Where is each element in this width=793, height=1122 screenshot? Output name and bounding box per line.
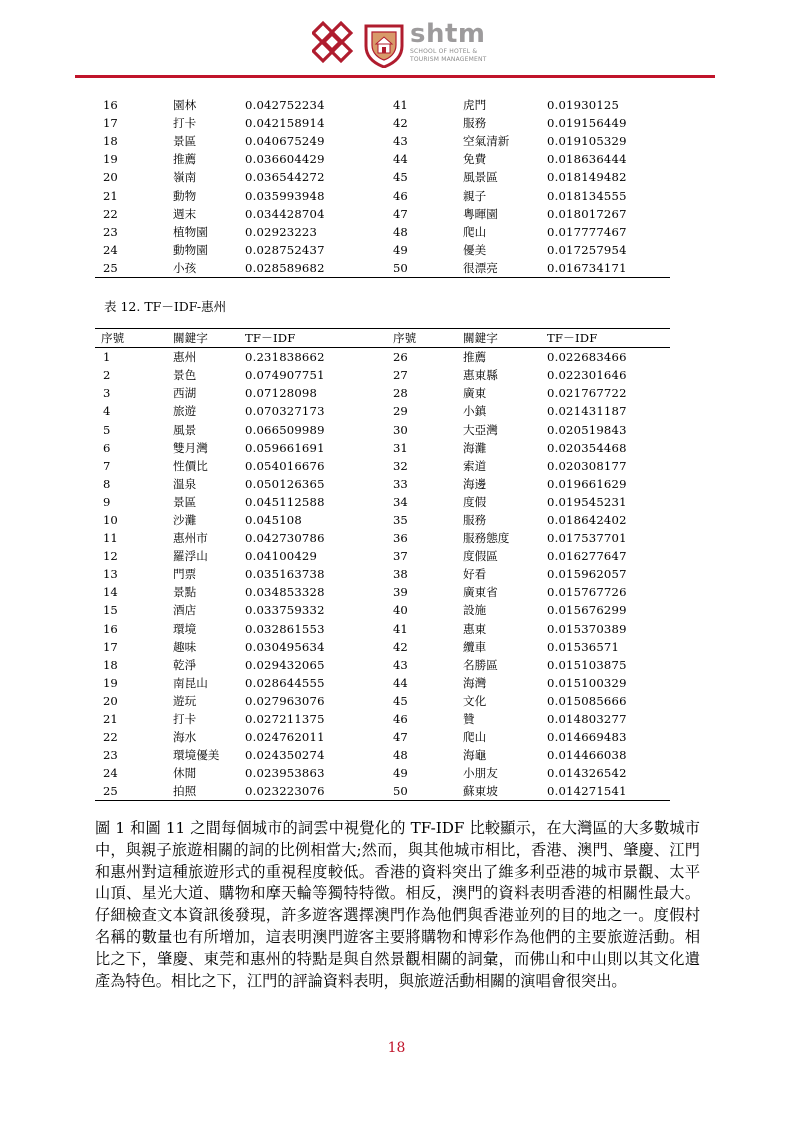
cell-index-right: 47	[393, 206, 408, 221]
cell-tfidf-right: 0.015100329	[547, 675, 627, 690]
header-keyword-right: 關鍵字	[463, 329, 547, 348]
cell-index-right: 29	[393, 404, 408, 419]
cell-tfidf-left: 0.033759332	[245, 603, 325, 618]
cell-index-right: 45	[393, 693, 408, 708]
logo-subtitle-line1: SCHOOL OF HOTEL &	[410, 48, 478, 55]
cell-index-left: 20	[103, 170, 118, 185]
cell-tfidf-left: 0.028752437	[245, 242, 325, 257]
cell-tfidf-right: 0.01930125	[547, 98, 620, 113]
cell-tfidf-right: 0.019105329	[547, 134, 627, 149]
cell-index-right: 35	[393, 512, 408, 527]
cell-index-left: 21	[103, 712, 118, 727]
cell-index-right: 27	[393, 368, 408, 383]
cell-tfidf-right: 0.021767722	[547, 386, 627, 401]
cell-index-left: 3	[103, 386, 111, 401]
cell-tfidf-left: 0.045108	[245, 512, 302, 527]
cell-index-left: 1	[103, 350, 111, 365]
cell-index-right: 48	[393, 748, 408, 763]
cell-tfidf-left: 0.034853328	[245, 585, 325, 600]
table-row	[95, 348, 670, 367]
cell-keyword-left: 動物園	[173, 242, 208, 257]
cell-keyword-left: 西湖	[173, 386, 197, 401]
cell-index-left: 22	[103, 206, 118, 221]
cell-index-right: 49	[393, 766, 408, 781]
cell-index-right: 28	[393, 386, 408, 401]
cell-index-left: 20	[103, 693, 118, 708]
table-row	[95, 583, 670, 601]
table-row	[95, 710, 670, 728]
cell-keyword-right: 優美	[463, 242, 487, 257]
cell-index-right: 44	[393, 675, 408, 690]
logo-title: shtm	[410, 19, 486, 49]
cell-keyword-right: 服務	[463, 512, 487, 527]
cell-keyword-right: 海邊	[463, 476, 487, 491]
cell-tfidf-right: 0.021431187	[547, 404, 627, 419]
cell-index-left: 2	[103, 368, 111, 383]
cell-keyword-right: 設施	[463, 603, 487, 618]
cell-tfidf-right: 0.016734171	[547, 260, 627, 275]
cell-keyword-left: 景點	[173, 585, 197, 600]
table-row	[95, 565, 670, 583]
cell-keyword-left: 趣味	[173, 639, 197, 654]
cell-keyword-right: 爬山	[463, 730, 487, 745]
header-index-right: 序號	[393, 329, 463, 348]
cell-tfidf-right: 0.018636444	[547, 152, 627, 167]
cell-keyword-left: 羅浮山	[173, 549, 208, 564]
cell-tfidf-right: 0.017537701	[547, 531, 627, 546]
cell-tfidf-left: 0.032861553	[245, 621, 325, 636]
cell-index-right: 33	[393, 476, 408, 491]
cell-tfidf-left: 0.070327173	[245, 404, 325, 419]
header-divider	[75, 75, 715, 78]
cell-index-left: 10	[103, 512, 118, 527]
cell-keyword-left: 門票	[173, 567, 197, 582]
cell-index-right: 42	[393, 116, 408, 131]
cell-index-right: 30	[393, 422, 408, 437]
cell-tfidf-right: 0.014669483	[547, 730, 627, 745]
cell-index-right: 49	[393, 242, 408, 257]
cell-tfidf-left: 0.02923223	[245, 224, 318, 239]
cell-keyword-right: 大亞灣	[463, 422, 498, 437]
cell-index-right: 46	[393, 712, 408, 727]
cell-index-left: 11	[103, 531, 118, 546]
cell-tfidf-left: 0.045112588	[245, 494, 325, 509]
cell-index-left: 25	[103, 260, 118, 275]
table-row	[95, 132, 670, 150]
cell-keyword-right: 服務態度	[463, 531, 510, 546]
cell-tfidf-left: 0.027963076	[245, 693, 325, 708]
cell-index-right: 31	[393, 440, 408, 455]
header-tfidf-left: TF－IDF	[245, 329, 393, 348]
cell-tfidf-left: 0.050126365	[245, 476, 325, 491]
table-row	[95, 674, 670, 692]
cell-keyword-left: 小孩	[173, 260, 197, 275]
cell-keyword-right: 索道	[463, 458, 487, 473]
cell-keyword-right: 很漂亮	[463, 260, 498, 275]
cell-tfidf-left: 0.023223076	[245, 784, 325, 799]
cell-tfidf-left: 0.059661691	[245, 440, 325, 455]
cell-keyword-right: 惠東	[463, 621, 487, 636]
table-12-body	[95, 348, 670, 801]
cell-tfidf-right: 0.019661629	[547, 476, 627, 491]
table-row	[95, 493, 670, 511]
table-row	[95, 511, 670, 529]
cell-tfidf-left: 0.231838662	[245, 350, 325, 365]
cell-index-left: 24	[103, 242, 118, 257]
cell-tfidf-left: 0.066509989	[245, 422, 325, 437]
table-row	[95, 475, 670, 493]
cell-keyword-left: 酒店	[173, 603, 197, 618]
cell-index-left: 19	[103, 675, 118, 690]
cell-keyword-right: 蘇東坡	[463, 784, 498, 799]
cell-keyword-right: 贊	[463, 712, 475, 727]
table-row	[95, 457, 670, 475]
cell-index-right: 44	[393, 152, 408, 167]
cell-tfidf-right: 0.017257954	[547, 242, 627, 257]
cell-tfidf-right: 0.020519843	[547, 422, 627, 437]
cell-keyword-left: 海水	[173, 730, 197, 745]
cell-index-right: 46	[393, 188, 408, 203]
header-keyword-left: 關鍵字	[173, 329, 245, 348]
cell-index-right: 40	[393, 603, 408, 618]
cell-tfidf-right: 0.018134555	[547, 188, 627, 203]
cell-index-left: 24	[103, 766, 118, 781]
cell-keyword-right: 虎門	[463, 98, 487, 113]
cell-keyword-left: 風景	[173, 422, 197, 437]
cell-tfidf-right: 0.019156449	[547, 116, 627, 131]
cell-tfidf-left: 0.042158914	[245, 116, 325, 131]
cell-tfidf-right: 0.020354468	[547, 440, 627, 455]
cell-keyword-right: 海灣	[463, 675, 487, 690]
cell-tfidf-left: 0.035163738	[245, 567, 325, 582]
cell-index-right: 38	[393, 567, 408, 582]
cell-index-left: 16	[103, 621, 118, 636]
cell-tfidf-right: 0.018017267	[547, 206, 627, 221]
cell-keyword-right: 文化	[463, 693, 487, 708]
cell-tfidf-left: 0.029432065	[245, 657, 325, 672]
shtm-shield-icon	[362, 22, 406, 68]
cell-tfidf-left: 0.07128098	[245, 386, 318, 401]
cell-tfidf-right: 0.015370389	[547, 621, 627, 636]
cell-tfidf-left: 0.036544272	[245, 170, 325, 185]
cell-keyword-left: 溫泉	[173, 476, 197, 491]
cell-tfidf-right: 0.020308177	[547, 458, 627, 473]
header-logo	[312, 20, 512, 70]
cell-tfidf-right: 0.014326542	[547, 766, 627, 781]
table-row	[95, 728, 670, 746]
page-number: 18	[387, 1040, 406, 1056]
cell-tfidf-right: 0.018149482	[547, 170, 627, 185]
logo-subtitle-line2: TOURISM MANAGEMENT	[410, 56, 487, 63]
cell-tfidf-left: 0.024350274	[245, 748, 325, 763]
table-row	[95, 384, 670, 402]
cell-tfidf-right: 0.015676299	[547, 603, 627, 618]
cell-keyword-left: 沙灘	[173, 512, 197, 527]
table-row	[95, 168, 670, 186]
cell-tfidf-right: 0.018642402	[547, 512, 627, 527]
table-row	[95, 529, 670, 547]
cell-tfidf-right: 0.017777467	[547, 224, 627, 239]
cell-index-left: 17	[103, 116, 118, 131]
cell-keyword-right: 爬山	[463, 224, 487, 239]
cell-keyword-right: 空氣清新	[463, 134, 510, 149]
cell-keyword-left: 環境	[173, 621, 197, 636]
cell-index-right: 39	[393, 585, 408, 600]
cell-index-left: 18	[103, 657, 118, 672]
cell-keyword-left: 乾淨	[173, 657, 197, 672]
cell-keyword-right: 風景區	[463, 170, 498, 185]
cell-keyword-right: 小朋友	[463, 766, 498, 781]
table-row	[95, 205, 670, 223]
table-row	[95, 620, 670, 638]
cell-keyword-right: 海灘	[463, 440, 487, 455]
table-header-row	[95, 329, 670, 348]
table-12-caption: 表 12. TF－IDF-惠州	[104, 299, 227, 314]
cell-keyword-right: 度假	[463, 494, 487, 509]
cell-keyword-left: 休閒	[173, 766, 197, 781]
cell-tfidf-right: 0.015767726	[547, 585, 627, 600]
cell-index-right: 32	[393, 458, 408, 473]
cell-keyword-right: 推薦	[463, 350, 487, 365]
cell-index-left: 13	[103, 567, 118, 582]
cell-index-right: 50	[393, 260, 408, 275]
cell-keyword-left: 景區	[173, 494, 197, 509]
cell-keyword-left: 雙月灣	[173, 440, 208, 455]
cell-index-right: 37	[393, 549, 408, 564]
cell-tfidf-left: 0.030495634	[245, 639, 325, 654]
cell-keyword-right: 纜車	[463, 639, 487, 654]
table-row	[95, 746, 670, 764]
table-row	[95, 186, 670, 204]
cell-keyword-left: 打卡	[173, 712, 197, 727]
table-row	[95, 114, 670, 132]
cell-tfidf-left: 0.04100429	[245, 549, 318, 564]
cell-keyword-left: 打卡	[173, 116, 197, 131]
cell-index-left: 17	[103, 639, 118, 654]
cell-index-right: 34	[393, 494, 408, 509]
table-row	[95, 420, 670, 438]
cell-index-right: 26	[393, 350, 408, 365]
cell-index-left: 7	[103, 458, 111, 473]
cell-keyword-left: 旅遊	[173, 404, 197, 419]
cell-index-right: 45	[393, 170, 408, 185]
cell-keyword-left: 遊玩	[173, 693, 197, 708]
cell-tfidf-left: 0.027211375	[245, 712, 325, 727]
cell-keyword-left: 拍照	[173, 784, 197, 799]
cell-index-right: 41	[393, 98, 408, 113]
table-row	[95, 601, 670, 619]
cell-keyword-left: 環境優美	[173, 748, 220, 763]
logo-text-block	[410, 20, 520, 64]
cell-index-right: 48	[393, 224, 408, 239]
cell-tfidf-right: 0.01536571	[547, 639, 620, 654]
polyu-logo-icon	[312, 20, 354, 66]
cell-tfidf-left: 0.028589682	[245, 260, 325, 275]
cell-tfidf-left: 0.074907751	[245, 368, 325, 383]
cell-index-left: 25	[103, 784, 118, 799]
cell-index-left: 4	[103, 404, 111, 419]
table-row	[95, 439, 670, 457]
table-row	[95, 692, 670, 710]
table-row	[95, 402, 670, 420]
cell-keyword-right: 親子	[463, 188, 487, 203]
cell-tfidf-left: 0.040675249	[245, 134, 325, 149]
cell-index-left: 23	[103, 748, 118, 763]
cell-keyword-right: 免費	[463, 152, 487, 167]
cell-index-right: 36	[393, 531, 408, 546]
cell-keyword-right: 名勝區	[463, 657, 498, 672]
cell-keyword-left: 性價比	[173, 458, 208, 473]
cell-keyword-left: 惠州市	[173, 531, 208, 546]
table-row	[95, 259, 670, 278]
header-tfidf-right: TF－IDF	[547, 329, 670, 348]
cell-tfidf-left: 0.028644555	[245, 675, 325, 690]
cell-keyword-left: 植物園	[173, 224, 208, 239]
cell-keyword-left: 推薦	[173, 152, 197, 167]
cell-keyword-right: 好看	[463, 567, 487, 582]
cell-index-left: 6	[103, 440, 111, 455]
cell-index-right: 41	[393, 621, 408, 636]
cell-index-right: 43	[393, 657, 408, 672]
cell-index-right: 47	[393, 730, 408, 745]
cell-keyword-right: 海龜	[463, 748, 487, 763]
cell-index-left: 21	[103, 188, 118, 203]
cell-tfidf-right: 0.019545231	[547, 494, 627, 509]
cell-tfidf-left: 0.024762011	[245, 730, 325, 745]
cell-keyword-left: 景區	[173, 134, 197, 149]
cell-tfidf-right: 0.015103875	[547, 657, 627, 672]
table-row	[95, 638, 670, 656]
table-row	[95, 223, 670, 241]
cell-tfidf-right: 0.014803277	[547, 712, 627, 727]
cell-keyword-left: 景色	[173, 368, 197, 383]
cell-tfidf-left: 0.042752234	[245, 98, 325, 113]
cell-tfidf-right: 0.015962057	[547, 567, 627, 582]
table-row	[95, 150, 670, 168]
cell-tfidf-right: 0.015085666	[547, 693, 627, 708]
cell-tfidf-right: 0.022683466	[547, 350, 627, 365]
table-row	[95, 547, 670, 565]
cell-tfidf-right: 0.016277647	[547, 549, 627, 564]
table-row	[95, 241, 670, 259]
cell-index-left: 22	[103, 730, 118, 745]
cell-tfidf-left: 0.035993948	[245, 188, 325, 203]
cell-index-left: 15	[103, 603, 118, 618]
cell-index-left: 5	[103, 422, 111, 437]
cell-index-left: 9	[103, 494, 111, 509]
cell-tfidf-left: 0.036604429	[245, 152, 325, 167]
cell-index-right: 42	[393, 639, 408, 654]
cell-keyword-right: 度假區	[463, 549, 498, 564]
cell-tfidf-left: 0.034428704	[245, 206, 325, 221]
table-row	[95, 764, 670, 782]
table-continued-body	[95, 96, 670, 277]
cell-index-left: 18	[103, 134, 118, 149]
cell-keyword-right: 小鎮	[463, 404, 487, 419]
cell-tfidf-right: 0.014466038	[547, 748, 627, 763]
body-paragraph: 圖 1 和圖 11 之間每個城市的詞雲中視覺化的 TF-IDF 比較顯示，在大灣區的大多數城市中，與親子旅遊相關的詞的比例相當大;然而，與其他城市相比，香港、澳門、肇慶、江門和惠州對這種旅遊形式的重視程度較低。香港的資料突出了維多利亞港的城市景觀、太平山頂、星光大道、購物和摩天輪等獨特特徵。相反，澳門的資料表明香港的相關性最大。仔細檢查文本資訊後發現，許多遊客選擇澳門作為他們與香港並列的目的地之一。度假村名稱的數量也有所增加，這表明澳門遊客主要將購物和博彩作為他們的主要旅遊活動。相比之下，肇慶、東莞和惠州的特點是與自然景觀相關的詞彙，而佛山和中山則以其文化遺產為特色。相比之下，江門的評論資料表明，與旅遊活動相關的演唱會很突出。	[95, 819, 700, 990]
cell-index-left: 23	[103, 224, 118, 239]
cell-keyword-left: 週末	[173, 206, 197, 221]
cell-index-left: 8	[103, 476, 111, 491]
cell-index-left: 19	[103, 152, 118, 167]
table-row	[95, 366, 670, 384]
cell-index-right: 43	[393, 134, 408, 149]
cell-keyword-right: 服務	[463, 116, 487, 131]
cell-keyword-left: 園林	[173, 98, 197, 113]
cell-keyword-right: 廣東	[463, 386, 487, 401]
cell-index-left: 14	[103, 585, 118, 600]
cell-index-right: 50	[393, 784, 408, 799]
cell-tfidf-right: 0.022301646	[547, 368, 627, 383]
table-row	[95, 782, 670, 801]
cell-index-left: 16	[103, 98, 118, 113]
tfidf-table-continued	[95, 96, 670, 278]
header-index-left: 序號	[95, 329, 173, 348]
cell-keyword-left: 動物	[173, 188, 197, 203]
table-row	[95, 96, 670, 114]
cell-tfidf-left: 0.023953863	[245, 766, 325, 781]
table-row	[95, 656, 670, 674]
cell-tfidf-left: 0.042730786	[245, 531, 325, 546]
cell-keyword-right: 廣東省	[463, 585, 498, 600]
cell-index-left: 12	[103, 549, 118, 564]
cell-keyword-right: 粵暉園	[463, 206, 498, 221]
cell-keyword-left: 南昆山	[173, 675, 208, 690]
cell-keyword-left: 惠州	[173, 350, 197, 365]
cell-keyword-left: 嶺南	[173, 170, 197, 185]
tfidf-table-huizhou	[95, 328, 670, 801]
cell-tfidf-right: 0.014271541	[547, 784, 627, 799]
cell-tfidf-left: 0.054016676	[245, 458, 325, 473]
cell-keyword-right: 惠東縣	[463, 368, 498, 383]
